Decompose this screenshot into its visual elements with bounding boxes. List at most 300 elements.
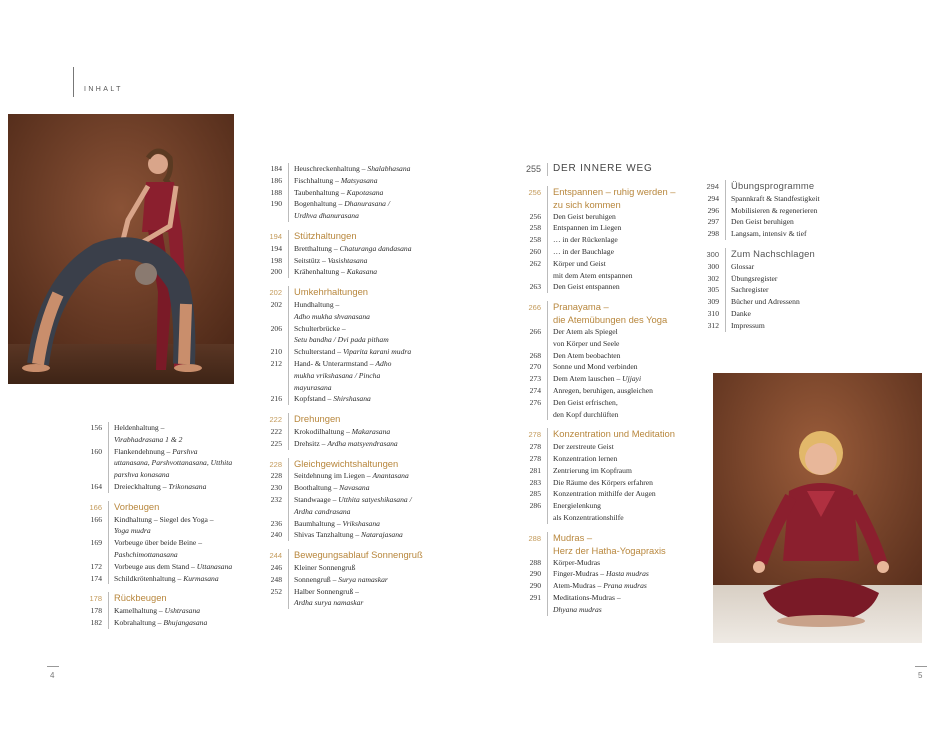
toc-page-number: 248 (270, 574, 282, 584)
toc-page-number: 216 (270, 394, 282, 404)
toc-entry[interactable] (86, 549, 261, 561)
toc-entry[interactable] (266, 574, 486, 586)
toc-entry-title: Adho mukha shvanasana (288, 311, 486, 323)
toc-page-number (525, 338, 547, 350)
toc-entry[interactable] (266, 518, 486, 530)
toc-page-number (525, 199, 547, 211)
toc-entry[interactable] (525, 258, 715, 270)
toc-entry-title (108, 561, 261, 573)
toc-page-number: 228 (270, 471, 282, 481)
toc-page-number (525, 512, 547, 524)
toc-page-number (266, 334, 288, 346)
toc-entry[interactable] (266, 346, 486, 358)
toc-page-number (86, 457, 108, 469)
toc-entry[interactable] (525, 270, 715, 282)
toc-entry[interactable] (86, 525, 261, 537)
toc-page-number: 188 (270, 187, 282, 197)
footer-tick-right (915, 666, 927, 667)
toc-entry-title (288, 266, 486, 278)
toc-entry[interactable] (86, 422, 261, 434)
toc-entry[interactable] (86, 537, 261, 549)
toc-page-number: 291 (529, 592, 541, 602)
toc-entry-title: Mobilisieren & regenerieren (725, 205, 913, 217)
toc-entry-title: mayurasana (288, 382, 486, 394)
toc-entry-sanskrit: Vasishtasana (327, 255, 368, 265)
toc-entry-sanskrit: Viparita karani mudra (342, 347, 412, 357)
toc-section-heading[interactable] (703, 248, 913, 261)
toc-entry-label: Bretthaltung – (294, 243, 340, 253)
toc-entry-label: Dreieckhaltung – (114, 481, 169, 491)
toc-page-number (266, 597, 288, 609)
toc-entry-title: Bücher und Adressenn (725, 296, 913, 308)
toc-entry-sanskrit: Kakasana (346, 267, 378, 277)
toc-page-number: 276 (529, 397, 541, 407)
toc-section-heading[interactable] (266, 549, 486, 562)
toc-entry[interactable] (266, 562, 486, 574)
toc-entry[interactable] (525, 512, 715, 524)
toc-entry-title: Glossar (725, 261, 913, 273)
toc-section-heading[interactable] (525, 314, 715, 326)
section-header: INHALT (84, 86, 123, 93)
toc-entry-sanskrit: Kapotasana (346, 187, 384, 197)
toc-page-number (525, 270, 547, 282)
toc-entry-label: Atem-Mudras – (553, 581, 604, 591)
toc-entry[interactable] (266, 210, 486, 222)
toc-page-number (86, 549, 108, 561)
toc-section-title: DER INNERE WEG (547, 163, 715, 176)
toc-entry[interactable] (525, 361, 715, 373)
toc-entry-label: Sonnengruß – (294, 574, 339, 584)
toc-section-heading[interactable] (266, 413, 486, 426)
toc-section-heading[interactable] (266, 230, 486, 243)
toc-entry-title (288, 243, 486, 255)
toc-entry[interactable] (266, 438, 486, 450)
toc-entry-title (288, 494, 486, 506)
toc-entry[interactable] (86, 481, 261, 493)
toc-page-number: 258 (529, 223, 541, 233)
toc-entry[interactable] (525, 409, 715, 421)
toc-entry[interactable] (266, 393, 486, 405)
toc-page-number: 286 (529, 501, 541, 511)
toc-entry-title: als Konzentrationshilfe (547, 512, 715, 524)
toc-entry-sanskrit: Natarajasana (361, 530, 403, 540)
toc-entry-label: Flankendehnung – (114, 446, 173, 456)
toc-entry[interactable] (266, 470, 486, 482)
toc-entry-title: Den Geist beruhigen (547, 211, 715, 223)
toc-page-number: 274 (529, 385, 541, 395)
toc-section-title: Gleichgewichtshaltungen (288, 458, 486, 471)
toc-entry[interactable] (86, 457, 261, 469)
toc-page-number: 300 (707, 261, 719, 271)
toc-entry[interactable] (86, 434, 261, 446)
toc-entry-label: Boothaltung – (294, 483, 340, 493)
toc-page-number: 186 (270, 175, 282, 185)
toc-section-title: Stützhaltungen (288, 230, 486, 243)
toc-entry-sanskrit: Shalabhasana (367, 164, 411, 173)
toc-page-number: 166 (90, 514, 102, 524)
toc-entry-title: Schulterbrücke – (288, 323, 486, 335)
header-divider (73, 67, 74, 97)
toc-entry-title: Den Geist beruhigen (725, 216, 913, 228)
toc-entry[interactable] (703, 261, 913, 273)
toc-entry[interactable] (525, 488, 715, 500)
toc-entry-title: Setu bandha / Dvi pada pitham (288, 334, 486, 346)
toc-entry-title: Energielenkung (547, 500, 715, 512)
toc-entry-title (288, 163, 486, 175)
toc-section-heading[interactable] (266, 286, 486, 299)
toc-page-number: 278 (528, 430, 541, 440)
toc-page-number: 190 (270, 199, 282, 209)
toc-entry[interactable] (525, 326, 715, 338)
toc-page-number: 232 (270, 494, 282, 504)
toc-entry-sanskrit: Navasana (339, 483, 370, 493)
toc-page-number: 182 (90, 617, 102, 627)
toc-entry-title: Ardha candrasana (288, 506, 486, 518)
toc-entry[interactable] (525, 441, 715, 453)
toc-entry-title (108, 617, 261, 629)
toc-page-number (525, 314, 547, 326)
toc-column-4 (703, 180, 913, 332)
toc-entry-sanskrit: Surya namaskar (338, 574, 388, 584)
toc-page-number: 294 (706, 182, 719, 191)
toc-entry-label: Schildkrötenhaltung – (114, 573, 184, 583)
toc-page-number: 278 (529, 442, 541, 452)
toc-entry-title (288, 187, 486, 199)
toc-entry-title: Die Räume des Körpers erfahren (547, 477, 715, 489)
toc-entry[interactable] (525, 350, 715, 362)
toc-entry-sanskrit: Matsyasana (340, 175, 378, 185)
toc-entry-label: Shivas Tanzhaltung – (294, 530, 362, 540)
toc-entry[interactable] (525, 211, 715, 223)
toc-page-number: 283 (529, 477, 541, 487)
toc-entry-sanskrit: Utthita satyeshikasana / (338, 494, 412, 504)
toc-entry[interactable] (703, 216, 913, 228)
toc-page-number: 240 (270, 530, 282, 540)
toc-page-number: 169 (90, 538, 102, 548)
toc-page-number: 294 (707, 193, 719, 203)
toc-column-2 (266, 163, 486, 609)
toc-entry[interactable] (525, 568, 715, 580)
toc-entry-title (288, 574, 486, 586)
toc-entry-title: Der zerstreute Geist (547, 441, 715, 453)
toc-page-number: 252 (270, 586, 282, 596)
toc-entry[interactable] (86, 617, 261, 629)
toc-entry[interactable] (266, 506, 486, 518)
toc-entry[interactable] (703, 193, 913, 205)
toc-entry-title (288, 438, 486, 450)
toc-entry[interactable] (86, 561, 261, 573)
toc-section-title: Entspannen – ruhig werden – (547, 186, 715, 199)
toc-page-number: 210 (270, 347, 282, 357)
toc-page-number: 178 (89, 594, 102, 604)
toc-entry-label: Hand- & Unterarmstand – (294, 358, 376, 368)
toc-entry[interactable] (525, 557, 715, 569)
toc-page-number: 228 (269, 459, 282, 469)
toc-page-number: 263 (529, 282, 541, 292)
photo-meditation (713, 373, 922, 643)
toc-entry[interactable] (266, 494, 486, 506)
toc-entry[interactable] (266, 175, 486, 187)
toc-entry-sanskrit: Dhanurasana / (344, 199, 390, 209)
toc-entry-title: Yoga mudra (108, 525, 261, 537)
toc-page-number: 266 (529, 326, 541, 336)
toc-entry-title: Kindhaltung – Siegel des Yoga – (108, 514, 261, 526)
toc-entry[interactable] (266, 299, 486, 311)
toc-entry-title (288, 346, 486, 358)
toc-entry[interactable] (525, 222, 715, 234)
toc-entry-title: von Körper und Seele (547, 338, 715, 350)
toc-entry[interactable] (703, 228, 913, 240)
toc-section-title: Umkehrhaltungen (288, 286, 486, 299)
toc-entry[interactable] (266, 187, 486, 199)
toc-page-number: 298 (707, 229, 719, 239)
toc-entry[interactable] (266, 334, 486, 346)
toc-entry[interactable] (525, 477, 715, 489)
toc-entry[interactable] (86, 573, 261, 585)
toc-section-title: Konzentration und Meditation (547, 428, 715, 441)
toc-entry-title (288, 482, 486, 494)
toc-entry-title: Kleiner Sonnengruß (288, 562, 486, 574)
toc-entry-label: Seitstütz – (294, 255, 328, 265)
toc-section-heading[interactable] (525, 199, 715, 211)
toc-entry[interactable] (703, 273, 913, 285)
toc-section-title: die Atemübungen des Yoga (547, 314, 715, 326)
toc-section-heading[interactable] (525, 163, 715, 176)
toc-section-title: Herz der Hatha-Yogapraxis (547, 545, 715, 557)
toc-entry-title (108, 605, 261, 617)
toc-page-number (266, 506, 288, 518)
toc-page-number: 230 (270, 483, 282, 493)
toc-entry-sanskrit: Shirshasana (333, 394, 371, 404)
toc-page-number (266, 382, 288, 394)
toc-entry-title: Der Atem als Spiegel (547, 326, 715, 338)
toc-entry[interactable] (525, 234, 715, 246)
toc-entry-title: Sachregister (725, 284, 913, 296)
toc-entry[interactable] (525, 580, 715, 592)
toc-entry[interactable] (525, 373, 715, 385)
toc-page-number: 290 (529, 581, 541, 591)
toc-entry-label: Bogenhaltung – (294, 199, 345, 209)
toc-entry[interactable] (525, 246, 715, 258)
toc-section-heading[interactable] (525, 545, 715, 557)
toc-page-number (86, 434, 108, 446)
toc-page-number: 288 (529, 557, 541, 567)
toc-entry-title: Dhyana mudras (547, 604, 715, 616)
toc-entry-title: mukha vrikshasana / Pincha (288, 370, 486, 382)
toc-entry-sanskrit: Bhujangasana (163, 617, 208, 627)
toc-entry-title (288, 255, 486, 267)
toc-page-number: 297 (707, 217, 719, 227)
toc-entry-label: Kobrahaltung – (114, 617, 164, 627)
toc-entry-sanskrit: Ushtrasana (164, 606, 201, 616)
toc-entry-title (108, 446, 261, 458)
toc-page-number: 172 (90, 561, 102, 571)
toc-entry-sanskrit: Ujjayi (622, 374, 642, 384)
toc-entry[interactable] (703, 296, 913, 308)
toc-entry[interactable] (525, 465, 715, 477)
toc-page-number: 225 (270, 438, 282, 448)
toc-entry-title (547, 373, 715, 385)
toc-entry[interactable] (266, 311, 486, 323)
toc-entry-label: Schulterstand – (294, 347, 343, 357)
toc-entry[interactable] (266, 426, 486, 438)
toc-entry[interactable] (525, 385, 715, 397)
toc-page-number: 178 (90, 606, 102, 616)
toc-section-heading[interactable] (703, 180, 913, 193)
toc-entry-title: uttanasana, Parshvottanasana, Utthita (108, 457, 261, 469)
toc-entry-sanskrit: Ardha matsyendrasana (327, 438, 398, 448)
toc-entry[interactable] (86, 469, 261, 481)
toc-entry-title: Konzentration lernen (547, 453, 715, 465)
toc-page-number (86, 469, 108, 481)
toc-page-number: 202 (270, 299, 282, 309)
toc-entry[interactable] (525, 338, 715, 350)
toc-entry-label: Kamelhaltung – (114, 606, 165, 616)
toc-entry[interactable] (525, 604, 715, 616)
toc-entry-sanskrit: Kurmasana (183, 573, 219, 583)
toc-entry-label: Finger-Mudras – (553, 569, 606, 579)
toc-page-number: 268 (529, 350, 541, 360)
toc-page-number (525, 545, 547, 557)
toc-entry[interactable] (266, 243, 486, 255)
toc-entry-title: den Kopf durchlüften (547, 409, 715, 421)
toc-section-heading[interactable] (266, 458, 486, 471)
toc-column-3 (525, 163, 715, 616)
toc-section-heading[interactable] (525, 428, 715, 441)
toc-section-heading[interactable] (525, 301, 715, 314)
toc-page-number: 296 (707, 205, 719, 215)
toc-entry[interactable] (703, 205, 913, 217)
toc-entry[interactable] (525, 281, 715, 293)
toc-page-number: 288 (528, 533, 541, 543)
toc-page-number: 164 (90, 481, 102, 491)
toc-entry-sanskrit: Uttanasana (196, 561, 233, 571)
toc-entry-sanskrit: Adho (375, 358, 392, 368)
toc-entry-title (288, 198, 486, 210)
toc-entry-title (288, 393, 486, 405)
toc-entry-title: Langsam, intensiv & tief (725, 228, 913, 240)
toc-entry-title (108, 573, 261, 585)
toc-section-title: Übungsprogramme (725, 180, 913, 193)
toc-entry[interactable] (266, 482, 486, 494)
toc-entry-title: Körper und Geist (547, 258, 715, 270)
toc-page-number: 256 (529, 211, 541, 221)
toc-entry-title: Den Geist erfrischen, (547, 397, 715, 409)
toc-entry[interactable] (525, 592, 715, 604)
toc-entry-sanskrit: Chaturanga dandasana (339, 243, 412, 253)
toc-entry-label: Baumhaltung – (294, 518, 343, 528)
toc-entry[interactable] (266, 198, 486, 210)
toc-page-number: 206 (270, 323, 282, 333)
toc-section-title: zu sich kommen (547, 199, 715, 211)
toc-entry[interactable] (266, 163, 486, 175)
toc-entry-label: Dem Atem lauschen – (553, 374, 623, 384)
toc-entry-label: Drehsitz – (294, 438, 328, 448)
toc-entry[interactable] (703, 308, 913, 320)
toc-entry[interactable] (266, 597, 486, 609)
toc-entry-title: Anregen, beruhigen, ausgleichen (547, 385, 715, 397)
toc-entry-title: parshva konasana (108, 469, 261, 481)
toc-section-title: Vorbeugen (108, 501, 261, 514)
toc-entry[interactable] (266, 266, 486, 278)
toc-entry-sanskrit: Trikonasana (168, 481, 207, 491)
toc-entry-title: Urdhva dhanurasana (288, 210, 486, 222)
toc-entry[interactable] (266, 529, 486, 541)
toc-entry[interactable] (525, 397, 715, 409)
toc-entry[interactable] (266, 370, 486, 382)
toc-entry-label: Krokodilhaltung – (294, 426, 352, 436)
toc-entry-label: Kopfstand – (294, 394, 334, 404)
photo-backbend (8, 114, 234, 384)
toc-entry[interactable] (86, 605, 261, 617)
toc-entry-title (288, 426, 486, 438)
page-number-right: 5 (918, 671, 923, 680)
toc-page-number: 300 (706, 249, 719, 259)
toc-entry[interactable] (266, 255, 486, 267)
toc-entry[interactable] (86, 446, 261, 458)
toc-entry-sanskrit: Makarasana (351, 426, 391, 436)
toc-page-number: 246 (270, 562, 282, 572)
toc-entry-title: Zentrierung im Kopfraum (547, 465, 715, 477)
toc-section-heading[interactable] (525, 186, 715, 199)
toc-entry[interactable] (266, 382, 486, 394)
toc-page-number (266, 210, 288, 222)
toc-entry-title: Vorbeuge über beide Beine – (108, 537, 261, 549)
toc-entry-label: Taubenhaltung – (294, 187, 347, 197)
toc-entry-label: Vorbeuge aus dem Stand – (114, 561, 197, 571)
toc-entry[interactable] (525, 453, 715, 465)
toc-page-number: 278 (529, 453, 541, 463)
toc-entry-sanskrit: Parshva (172, 446, 198, 456)
toc-entry-title: Den Geist entspannen (547, 281, 715, 293)
toc-entry[interactable] (703, 284, 913, 296)
toc-page-number: 273 (529, 374, 541, 384)
toc-entry-label: Fischhaltung – (294, 175, 341, 185)
toc-page-number (525, 604, 547, 616)
toc-page-number: 166 (89, 502, 102, 512)
toc-page-number: 212 (270, 358, 282, 368)
toc-section-heading[interactable] (525, 532, 715, 545)
toc-entry[interactable] (266, 323, 486, 335)
toc-entry-title: Spannkraft & Standfestigkeit (725, 193, 913, 205)
footer-tick-left (47, 666, 59, 667)
toc-entry[interactable] (525, 500, 715, 512)
toc-entry-title (288, 518, 486, 530)
toc-page-number: 244 (269, 551, 282, 561)
toc-entry-title: Sonne und Mond verbinden (547, 361, 715, 373)
toc-entry-title: … in der Rückenlage (547, 234, 715, 246)
toc-entry-title (108, 481, 261, 493)
toc-page-number: 198 (270, 255, 282, 265)
toc-page-number: 310 (707, 308, 719, 318)
toc-entry[interactable] (86, 514, 261, 526)
toc-section-title: Rückbeugen (108, 592, 261, 605)
toc-section-heading[interactable] (86, 501, 261, 514)
toc-entry[interactable] (266, 586, 486, 598)
toc-entry-title: mit dem Atem entspannen (547, 270, 715, 282)
toc-entry[interactable] (703, 320, 913, 332)
toc-page-number (266, 370, 288, 382)
toc-entry-label: Krähenhaltung – (294, 267, 347, 277)
toc-page-number: 202 (269, 288, 282, 298)
toc-entry-title: Entspannen im Liegen (547, 222, 715, 234)
toc-entry-title (288, 175, 486, 187)
toc-entry-sanskrit: Prana mudras (603, 581, 647, 591)
toc-entry-title: Heldenhaltung – (108, 422, 261, 434)
toc-entry[interactable] (266, 358, 486, 370)
toc-section-heading[interactable] (86, 592, 261, 605)
toc-page-number: 285 (529, 489, 541, 499)
